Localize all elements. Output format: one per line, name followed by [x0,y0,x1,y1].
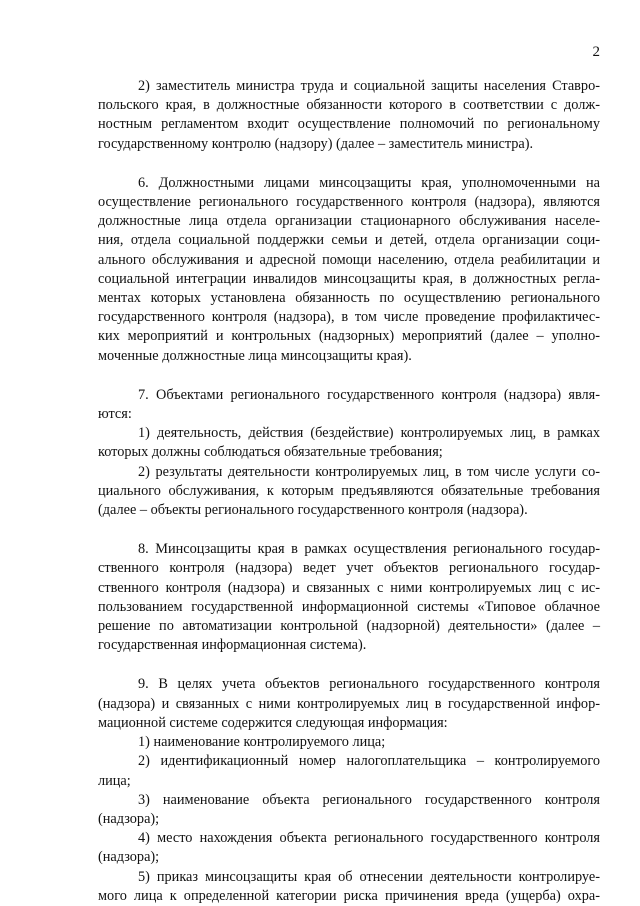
text-line: социальной интеграции инвалидов минсоцзащиты края, в должностных регла- [98,270,600,287]
text-line: 2) заместитель министра труда и социальной защиты населения Ставро- [138,78,600,94]
paragraph-7 [98,386,600,520]
text-line: 2) идентификационный номер налогоплательщика – контролируемого [138,753,600,770]
text-line: ственного контроля (надзора) и связанных с ними контролируемых лиц с ис- [98,579,600,596]
text-line: решение по автоматизации контрольной (надзорной) деятельности» (далее – [98,618,600,635]
text-line: 4) место нахождения объекта регионального государственного контроля [138,830,600,847]
paragraph-6 [98,174,600,366]
text-line: ких мероприятий и контрольных (надзорных) мероприятий (далее – уполно- [98,328,600,345]
paragraph-gap [98,520,600,540]
text-line: 9. В целях учета объектов регионального государственного контроля [138,676,600,693]
paragraph-gap [98,366,600,386]
text-line: ются: [98,406,132,423]
text-line: должностные лица отдела организации стационарного обслуживания населе- [98,213,600,230]
text-line: (надзора) и связанных с ними контролируемых лиц в государственной инфор- [98,695,600,712]
text-line: (далее – объекты регионального государственного контроля (надзора). [98,502,528,519]
text-line: 7. Объектами регионального государственного контроля (надзора) явля- [138,386,600,403]
text-line: ностным регламентом входит осуществление полномочий по региональному [98,116,600,133]
text-line: мого лица к определенной категории риска причинения вреда (ущерба) охра- [98,887,600,904]
text-line: ственного контроля (надзора) ведет учет объектов регионального государ- [98,560,600,577]
text-line: 6. Должностными лицами минсоцзащиты края, уполномоченными на [138,174,600,191]
text-line: 3) наименование объекта регионального государственного контроля [138,791,600,808]
paragraph-gap [98,655,600,675]
text-line: которых должны соблюдаться обязательные требования; [98,444,443,461]
paragraph-5-2 [98,77,600,154]
text-line: (надзора); [98,849,160,866]
text-line: 8. Минсоцзащиты края в рамках осуществления регионального государ- [138,541,600,558]
paragraph-8 [98,540,600,655]
text-line: государственная информационная система). [98,637,367,654]
text-line: ментах которых установлена обязанность по осуществлению регионального [98,290,600,307]
document-body [98,77,600,906]
text-line: мационной системе содержится следующая информация: [98,714,448,731]
text-line: циального обслуживания, к которым предъявляются обязательные требования [98,482,600,499]
page-number: 2 [592,44,600,60]
paragraph-9 [98,675,600,905]
text-line: (надзора); [98,810,160,827]
text-line: пользованием государственной информационной системы «Типовое облачное [98,598,600,615]
text-line: польского края, в должностные обязанности которого в соответствии с долж- [98,97,600,114]
text-line: 1) наименование контролируемого лица; [138,734,386,751]
text-line: 5) приказ минсоцзащиты края об отнесении деятельности контролируе- [138,868,600,885]
text-line: государственному контролю (надзору) (далее – заместитель министра). [98,135,534,152]
text-line: государственного контроля (надзора), в том числе проведение профилактичес- [98,309,600,326]
text-line: 2) результаты деятельности контролируемых лиц, в том числе услуги со- [138,463,600,480]
text-line: ния, отдела социальной поддержки семьи и детей, отдела организации соци- [98,232,600,249]
text-line: осуществление регионального государственного контроля (надзора), являются [98,194,600,211]
paragraph-gap [98,154,600,174]
text-line: ального обслуживания и адресной помощи населению, отдела реабилитации и [98,251,600,268]
text-line: моченные должностные лица минсоцзащиты края). [98,347,412,364]
text-line: лица; [98,772,131,789]
text-line: 1) деятельность, действия (бездействие) контролируемых лиц, в рамках [138,425,600,442]
